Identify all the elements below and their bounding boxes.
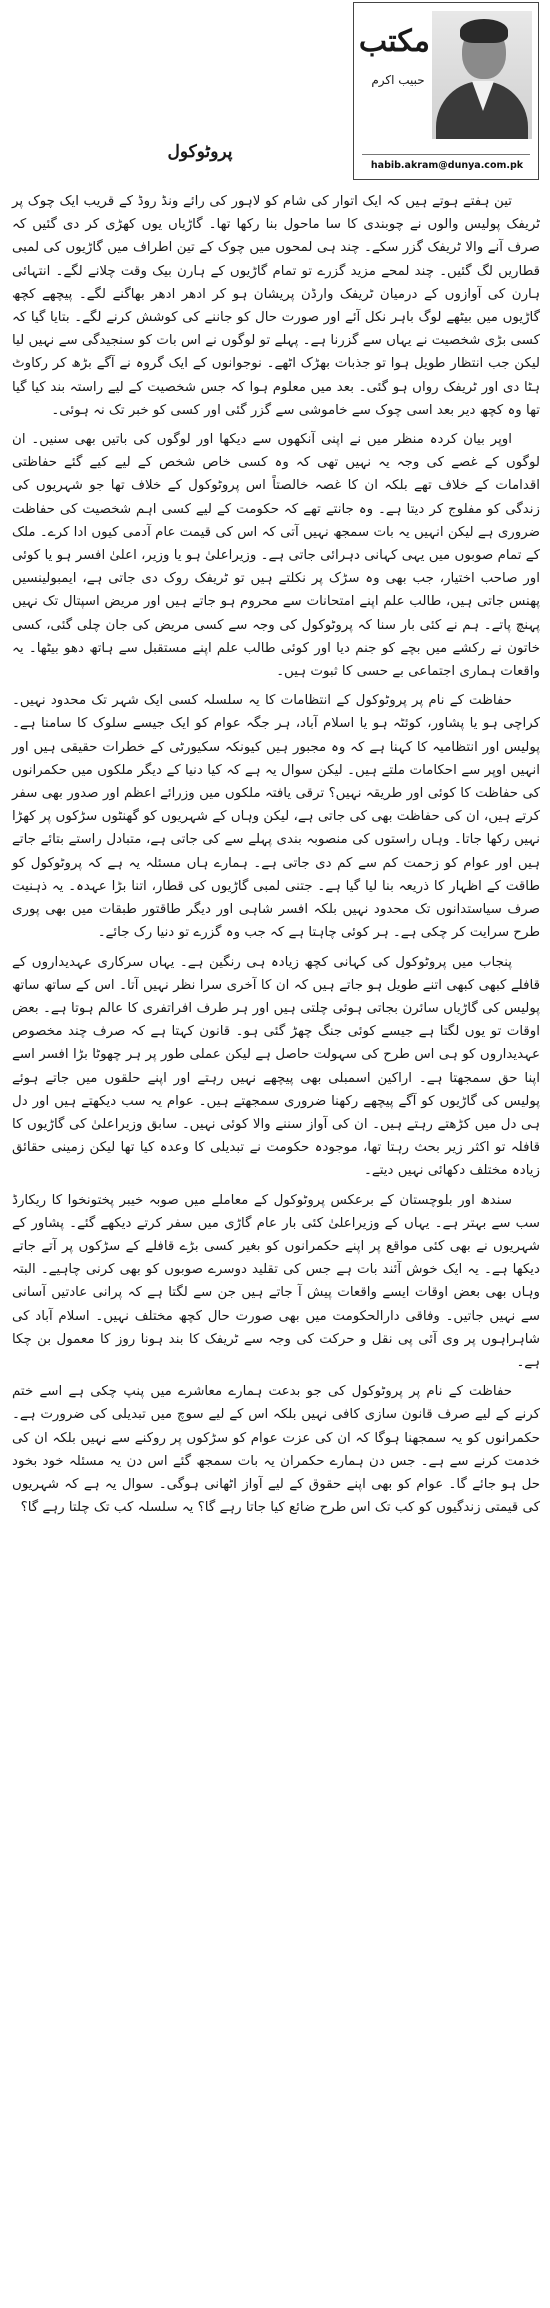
article-body: [12, 190, 540, 1525]
article-paragraph: حفاظت کے نام پر پروٹوکول کے انتظامات کا یہ سلسلہ کسی ایک شہر تک محدود نہیں۔ کراچی ہو یا پشاور، کوئٹہ ہو یا اسلام آباد، ہر جگہ عوام کو ایک جیسے سلوک کا سامنا ہے۔ پولیس اور انتظامیہ کا کہنا ہے کہ وہ مجبور ہیں کیونکہ سکیورٹی کے خطرات حقیقی ہیں اور انہیں اوپر سے احکامات ملتے ہیں۔ لیکن سوال یہ ہے کہ کیا دنیا کے دیگر ملکوں میں حکمرانوں کی حفاظت کا کوئی اور طریقہ نہیں؟ ترقی یافتہ ملکوں میں وزرائے اعظم اور صدور بھی سفر کرتے ہیں، ان کی حفاظت بھی کی جاتی ہے، لیکن وہاں کے شہریوں کو گھنٹوں سڑکوں پر کھڑا نہیں رکھا جاتا۔ وہاں راستوں کی منصوبہ بندی پہلے سے کی جاتی ہے، متبادل راستے بتائے جاتے ہیں اور عوام کو زحمت کم سے کم دی جاتی ہے۔ ہمارے ہاں مسئلہ یہ ہے کہ پروٹوکول کو طاقت کے اظہار کا ذریعہ بنا لیا گیا ہے۔ جتنی لمبی گاڑیوں کی قطار، اتنا بڑا عہدہ۔ یہ ذہنیت صرف سیاستدانوں تک محدود نہیں بلکہ افسر شاہی اور دیگر طاقتور طبقات میں بھی پوری طرح سرایت کر چکی ہے۔ ہر کوئی چاہتا ہے کہ جب وہ گزرے تو دنیا رک جائے۔: [12, 693, 540, 941]
article-title: پروٹوکول: [167, 142, 233, 162]
article-paragraph: سندھ اور بلوچستان کے برعکس پروٹوکول کے معاملے میں صوبہ خیبر پختونخوا کا ریکارڈ سب سے بہتر ہے۔ یہاں کے وزیراعلیٰ کئی بار عام گاڑی میں سفر کرتے دیکھے گئے۔ پشاور کے شہریوں نے بھی کئی مواقع پر اپنے حکمرانوں کو بغیر کسی بڑے قافلے کے سڑکوں پر آتے جاتے دیکھا ہے۔ یہ ایک خوش آئند بات ہے جس کی تقلید دوسرے صوبوں کو بھی کرنی چاہیے۔ البتہ وہاں بھی بعض اوقات ایسے واقعات پیش آ جاتے ہیں جن سے لگتا ہے کہ پرانی عادتیں آسانی سے نہیں جاتیں۔ وفاقی دارالحکومت میں بھی صورت حال کچھ مختلف نہیں۔ اسلام آباد کی شاہراہوں پر وی آئی پی نقل و حرکت کی وجہ سے ٹریفک کا بند ہونا روز کا معمول بن چکا ہے۔: [12, 1192, 540, 1370]
column-masthead: [353, 2, 539, 180]
article-paragraph: حفاظت کے نام پر پروٹوکول کی جو بدعت ہمارے معاشرے میں پنپ چکی ہے اسے ختم کرنے کے لیے صرف قانون سازی کافی نہیں بلکہ اس کے لیے سوچ میں تبدیلی کی ضرورت ہے۔ حکمرانوں کو یہ سمجھنا ہوگا کہ ان کی عزت عوام کو سڑکوں پر روکنے سے نہیں بلکہ ان کی خدمت کرنے سے ہے۔ جس دن ہمارے حکمران یہ بات سمجھ گئے اس دن یہ مسئلہ خود بخود حل ہو جائے گا۔ عوام کو بھی اپنے حقوق کے لیے آواز اٹھانی ہوگی۔ سوال یہ ہے کہ شہریوں کی قیمتی زندگیوں کو کب تک اس طرح ضائع کیا جاتا رہے گا؟ یہ سلسلہ کب تک چلتا رہے گا؟: [12, 1384, 540, 1516]
article-paragraph: تین ہفتے ہوتے ہیں کہ ایک اتوار کی شام کو لاہور کی رائے ونڈ روڈ کے قریب ایک چوک پر ٹریفک پولیس والوں نے چوبندی کا سا ماحول بنا رکھا تھا۔ گاڑیاں یوں کھڑی کر دی گئیں کہ صرف آنے والا ٹریفک گزر سکے۔ چند ہی لمحوں میں چوک کے تین اطراف میں گاڑیوں کی لمبی قطاریں لگ گئیں۔ چند لمحے مزید گزرے تو تمام گاڑیوں کے ہارن بیک وقت چلانے لگے۔ انتہائی ہارن کی آوازوں کے درمیان ٹریفک وارڈن پریشان ہو کر ادھر ادھر بھاگنے لگے۔ پیچھے کچھ گاڑیوں میں بیٹھے لوگ باہر نکل آئے اور صورت حال کو جاننے کی کوشش کرنے لگے۔ بتایا گیا کہ کسی بڑی شخصیت نے یہاں سے گزرنا ہے۔ پہلے تو لوگوں نے اس بات کو سنجیدگی سے نہیں لیا لیکن جب انتظار طویل ہوا تو جذبات بھڑک اٹھے۔ نوجوانوں کے ایک گروہ نے آگے بڑھ کر رکاوٹ ہٹا دی اور ٹریفک رواں ہو گئی۔ بعد میں معلوم ہوا کہ جس شخصیت کے لیے راستہ بند کیا گیا تھا وہ کچھ دیر بعد اسی چوک سے خاموشی سے گزر گئی اور کسی کو خبر تک نہ ہوئی۔: [12, 194, 540, 418]
masthead-divider: [362, 154, 530, 155]
author-email[interactable]: habib.akram@dunya.com.pk: [370, 160, 524, 171]
author-photo: [432, 11, 532, 139]
column-brand: مکتب: [358, 24, 430, 59]
photo-hair: [460, 19, 508, 43]
author-name: حبیب اکرم: [371, 73, 425, 87]
article-paragraph: اوپر بیان کردہ منظر میں نے اپنی آنکھوں سے دیکھا اور لوگوں کی باتیں بھی سنیں۔ ان لوگوں کے غصے کی وجہ یہ نہیں تھی کہ وہ کسی خاص شخص کے لیے کیے گئے حفاظتی اقدامات کے خلاف تھے بلکہ ان کا غصہ خالصتاً اس پروٹوکول کے خلاف تھا جو شہریوں کی زندگی کو مفلوج کر دیتا ہے۔ وہ جانتے تھے کہ حکومت کے لیے کسی اہم شخصیت کی حفاظت ضروری ہے لیکن انہیں یہ بات سمجھ نہیں آتی کہ اس کی قیمت عام آدمی کیوں ادا کرے۔ ملک کے تمام صوبوں میں یہی کہانی دہرائی جاتی ہے۔ وزیراعلیٰ ہو یا وزیر، اعلیٰ افسر ہو یا کوئی اور صاحب اختیار، جب بھی وہ سڑک پر نکلتے ہیں تو ٹریفک روک دی جاتی ہے، ایمبولینسیں پھنس جاتی ہیں، طالب علم اپنے امتحانات سے محروم ہو جاتے ہیں اور مریض اسپتال تک نہیں پہنچ پاتے۔ ہم نے کئی بار سنا کہ پروٹوکول کی وجہ سے کسی مریض کی جان چلی گئی، کسی خاتون نے رکشے میں بچے کو جنم دیا اور کوئی طالب علم اپنے مستقبل سے ہاتھ دھو بیٹھا۔ یہ واقعات ہماری اجتماعی بے حسی کا ثبوت ہیں۔: [12, 432, 540, 680]
article-paragraph: پنجاب میں پروٹوکول کی کہانی کچھ زیادہ ہی رنگین ہے۔ یہاں سرکاری عہدیداروں کے قافلے کبھی کبھی اتنے طویل ہو جاتے ہیں کہ ان کا آخری سرا نظر نہیں آتا۔ اس کے ساتھ ساتھ پولیس کی گاڑیاں سائرن بجاتی ہوئی چلتی ہیں اور ہر طرف افراتفری کا عالم ہوتا ہے۔ بعض اوقات تو یوں لگتا ہے جیسے کوئی جنگ چھڑ گئی ہو۔ قانون کہتا ہے کہ صرف چند مخصوص عہدیداروں کو ہی اس طرح کی سہولت حاصل ہے لیکن عملی طور پر ہر چھوٹا بڑا افسر اسے اپنا حق سمجھتا ہے۔ اراکین اسمبلی بھی پیچھے نہیں رہتے اور اپنے حلقوں میں جاتے ہوئے پولیس کی گاڑیوں کو آگے پیچھے رکھنا ضروری سمجھتے ہیں۔ عوام یہ سب دیکھتے ہیں اور دل ہی دل میں کڑھتے رہتے ہیں۔ ان کی آواز سننے والا کوئی نہیں۔ سابق وزیراعلیٰ کی گاڑیوں کا قافلہ تو اکثر زیر بحث رہتا تھا، موجودہ حکومت نے تبدیلی کا وعدہ کیا تھا لیکن زمینی حقائق زیادہ مختلف دکھائی نہیں دیتے۔: [12, 954, 540, 1179]
